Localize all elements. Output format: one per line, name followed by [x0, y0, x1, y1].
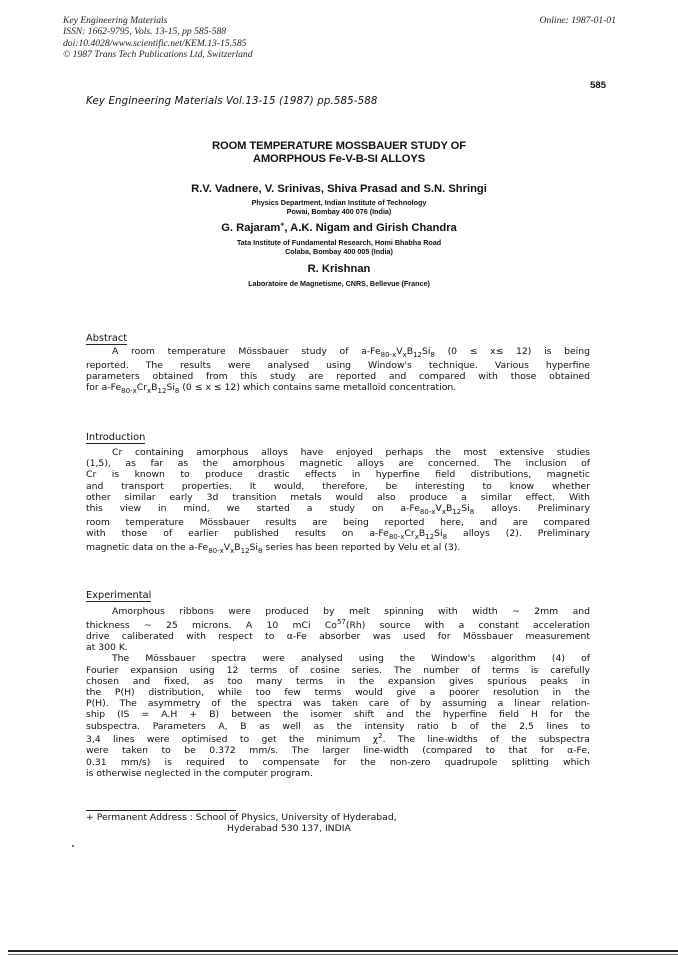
intro-line: Cr containing amorphous alloys have enjoyed perhaps the most extensive studies — [112, 447, 590, 458]
meta-copyright: © 1987 Trans Tech Publications Ltd, Switzerland — [63, 48, 253, 60]
experimental-heading: Experimental — [86, 590, 152, 601]
abstract-line: A room temperature Mössbauer study of $a-Fe_{80-x}V_xB_{12}Si_8$ (0 ≤ x≤ 12) is being — [112, 346, 590, 359]
exp-line: 3,4 lines were optimised to get the minimum $\chi^2$. The line-widths of the subspectra — [86, 732, 590, 746]
stray-mark — [72, 845, 74, 847]
footnote-rule — [86, 810, 236, 811]
footnote-line-1: + Permanent Address : School of Physics, University of Hyderabad, — [86, 812, 397, 823]
exp-line: at 300 K. — [86, 642, 128, 654]
exp-line: chosen and fixed, as too many terms in the expansion gives spurious peaks in — [86, 675, 590, 687]
author-group-2 — [0, 222, 678, 234]
affiliation-2b: Colaba, Bombay 400 005 (India) — [285, 247, 393, 256]
exp-line: is otherwise neglected in the computer program. — [86, 767, 313, 779]
exp-line: Amorphous ribbons were produced by melt spinning with width ~ 2mm and — [112, 606, 590, 617]
footnote-line-2: Hyderabad 530 137, INDIA — [227, 823, 351, 835]
bottom-rule — [8, 950, 678, 952]
abstract-line: parameters obtained from this study are reported and compared with those obtained — [86, 370, 590, 382]
permanent-address-mark: + — [280, 221, 285, 229]
title-line-2: AMORPHOUS Fe-V-B-SI ALLOYS — [252, 153, 426, 165]
intro-line: (1,5), as far as the amorphous magnetic alloys are concerned. The inclusion of — [86, 458, 590, 470]
intro-line: and transport properties. It would, therefore, be interesting to know whether — [86, 480, 590, 492]
intro-line: magnetic data on the $a-Fe_{80-x}V_xB_{12}Si_8$ series has been reported by Velu et al (3). — [86, 541, 461, 555]
exp-line: subspectra. Parameters A, B as well as the intensity ratio b of the 2,5 lines to — [86, 720, 590, 732]
publication-meta — [63, 15, 253, 60]
intro-line: this view in mind, we started a study on $a-Fe_{80-x}V_xB_{12}Si_8$ alloys. Preliminary — [86, 503, 590, 516]
abstract-text — [86, 346, 590, 393]
abstract-line: for $a-Fe_{80-x}Cr_xB_{12}Si_8$ (0 ≤ x ≤ 12) which contains same metalloid concentration. — [86, 382, 457, 395]
exp-line: P(H). The asymmetry of the spectra was taken care of by assuming a linear relation- — [86, 698, 590, 710]
online-date: Online: 1987-01-01 — [539, 15, 616, 26]
paper-title — [0, 140, 678, 166]
exp-line: ship (IS = A.H + B) between the isomer shift and the hyperfine field H for the — [86, 709, 590, 721]
exp-line: drive caliberated with respect to α-Fe absorber was used for Mössbauer measurement — [86, 630, 590, 642]
journal-line: Key Engineering Materials Vol.13-15 (1987) pp.585-588 — [86, 96, 378, 107]
bottom-rule-thin — [8, 954, 678, 955]
footnote — [86, 812, 397, 834]
author-group-2-a: G. Rajaram — [221, 222, 281, 234]
affiliation-3: Laboratoire de Magnetisme, CNRS, Bellevue (France) — [248, 279, 430, 288]
intro-line: Cr is known to produce drastic effects in hyperfine field distributions, magnetic — [86, 469, 590, 481]
exp-line: Fourier expansion using 12 terms of cosine series. The number of terms is carefully — [86, 664, 590, 676]
page-number: 585 — [590, 80, 606, 91]
title-line-1: ROOM TEMPERATURE MOSSBAUER STUDY OF — [211, 140, 467, 152]
exp-line: The Mössbauer spectra were analysed using the Window's algorithm (4) of — [112, 653, 590, 665]
author-group-1: R.V. Vadnere, V. Srinivas, Shiva Prasad and S.N. Shringi — [191, 183, 487, 195]
exp-line: thickness ~ 25 microns. A 10 mCi Co$^{57}$(Rh) source with a constant acceleration — [86, 617, 590, 631]
exp-line: 0.31 mm/s) is required to compensate for the non-zero quadrupole splitting which — [86, 756, 590, 768]
intro-line: room temperature Mössbauer results are being reported here, and are compared — [86, 516, 590, 528]
exp-line: the P(H) distribution, while too few terms would give a poorer resolution in the — [86, 686, 590, 698]
author-group-3: R. Krishnan — [307, 263, 371, 275]
intro-line: other similar early 3d transition metals would also produce a similar effect. With — [86, 491, 590, 503]
meta-journal: Key Engineering Materials — [63, 15, 168, 26]
affiliation-1a: Physics Department, Indian Institute of Technology — [251, 198, 427, 207]
experimental-text — [86, 606, 590, 779]
abstract-line: reported. The results were analysed using Window's technique. Various hyperfine — [86, 359, 590, 371]
exp-line: were taken to be 0.372 mm/s. The larger line-width (compared to that for α-Fe, — [86, 745, 590, 757]
introduction-text — [86, 447, 590, 553]
meta-issn: ISSN: 1662-9795, Vols. 13-15, pp 585-588 — [63, 26, 227, 38]
intro-line: with those of earlier published results on $a-Fe_{80-x}Cr_xB_{12}Si_8$ alloys (2). Preliminary — [86, 527, 591, 541]
meta-doi: doi:10.4028/www.scientific.net/KEM.13-15.585 — [63, 37, 247, 49]
affiliation-1b: Powai, Bombay 400 076 (India) — [286, 207, 392, 216]
affiliation-2a: Tata Institute of Fundamental Research, Homi Bhabha Road — [236, 238, 442, 247]
author-group-2-b: , A.K. Nigam and Girish Chandra — [284, 222, 457, 234]
abstract-heading: Abstract — [86, 333, 128, 344]
introduction-heading: Introduction — [86, 432, 146, 443]
